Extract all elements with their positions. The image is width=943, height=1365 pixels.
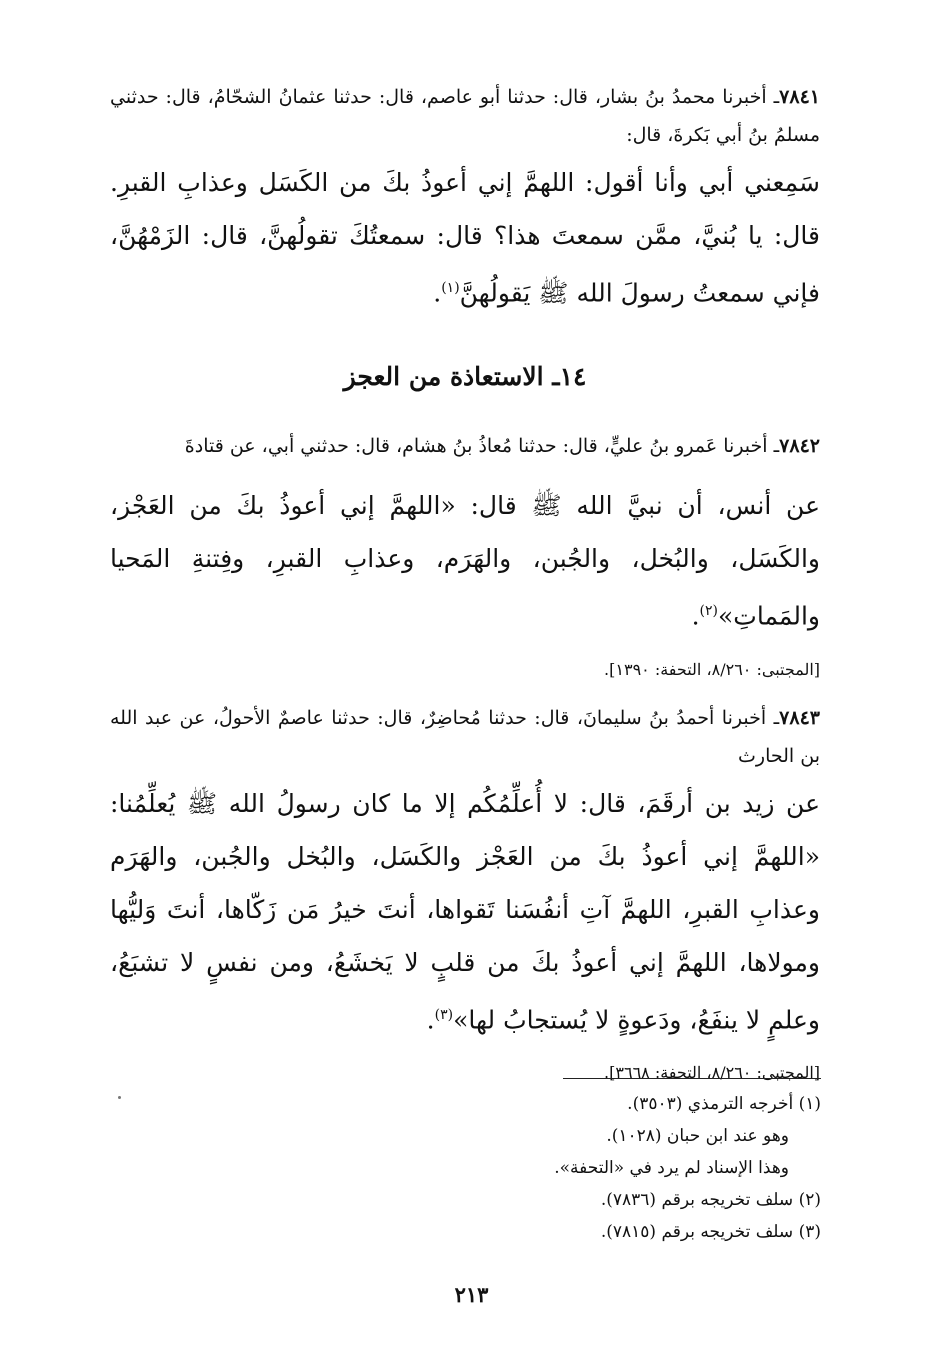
matn-end: .: [691, 601, 700, 631]
section-heading: ١٤ـ الاستعاذة من العجز: [343, 362, 587, 392]
footnote-2: (٢) سلف تخريجه برقم (٧٨٣٦).: [600, 1190, 821, 1210]
page-number: ٢١٣: [454, 1282, 489, 1307]
hadith-7842-matn: [110, 479, 820, 642]
footnote-3: (٣) سلف تخريجه برقم (٧٨١٥).: [600, 1222, 821, 1242]
isnad-text: ـ أخبرنا محمدُ بنُ بشار، قال: حدثنا أبو عاصم، قال: حدثنا عثمانُ الشحّامُ، قال: حدثني مسلمُ بنُ أبي بَكرةَ، قال:: [110, 86, 820, 146]
footnote-1-line-3: وهذا الإسناد لم يرد في «التحفة».: [554, 1158, 789, 1178]
footnote-marker: (٣): [434, 1006, 454, 1023]
footnote-1-line-2: وهو عند ابن حبان (١٠٢٨).: [606, 1126, 789, 1146]
footnote-1: (١) أخرجه الترمذي (٣٥٠٣).: [627, 1094, 821, 1114]
footnotes: [440, 1088, 821, 1248]
footnote-separator: [563, 1078, 821, 1079]
footnote-marker: (١): [441, 280, 460, 296]
hadith-7843-isnad: [110, 699, 820, 775]
hadith-7843-matn: [110, 777, 820, 1046]
isnad-text: ـ أخبرنا عَمرو بنُ عليٍّ، قال: حدثنا مُعاذُ بنُ هشام، قال: حدثني أبي، عن قتادةَ: [184, 435, 780, 458]
page-body: [110, 78, 820, 1088]
matn-text: عن أنس، أن نبيَّ الله ﷺ قال: «اللهمَّ إني أعوذُ بكَ من العَجْز، والكَسَل، والبُخل، والجُبن، والهَرَم، وعذابِ القبرِ، وفِتنةِ المَحيا والمَماتِ»: [110, 491, 820, 631]
matn-text: سَمِعني أبي وأنا أقول: اللهمَّ إني أعوذُ بكَ من الكَسَل وعذابِ القبرِ. قال: يا بُنيَّ، ممَّن سمعتَ هذا؟ قال: سمعتُكَ تقولُهنَّ، قال: الزَمْهُنَّ، فإني سمعتُ رسولَ الله ﷺ يَقولُهنَّ: [110, 168, 820, 308]
hadith-number: ٧٨٤١: [779, 86, 820, 108]
hadith-7841-isnad: [110, 78, 820, 154]
hadith-7841-matn: [110, 156, 820, 319]
hadith-number: ٧٨٤٣: [779, 706, 820, 729]
isnad-text: ـ أخبرنا أحمدُ بنُ سليمانَ، قال: حدثنا مُحاضِرٌ، قال: حدثنا عاصمٌ الأحولُ، عن عبد الله بن الحارث: [110, 706, 820, 767]
hadith-7842-reference: [المجتبى: ٨/٢٦٠، التحفة: ١٣٩٠].: [604, 659, 820, 679]
matn-end: .: [426, 1004, 435, 1034]
matn-end: .: [433, 278, 442, 308]
scan-speck: [118, 1096, 121, 1099]
hadith-7842-isnad: [110, 427, 820, 465]
footnote-marker: (٢): [699, 603, 718, 620]
hadith-7843-reference: [المجتبى: ٨/٢٦٠، التحفة: ٣٦٦٨].: [604, 1062, 820, 1082]
matn-text: عن زيد بن أرقَمَ، قال: لا أُعلِّمُكُم إلا ما كان رسولُ الله ﷺ يُعلِّمُنا: «اللهمَّ إني أعوذُ بكَ من العَجْز والكَسَل، والبُخل والجُبن، والهَرَم وعذابِ القبرِ، اللهمَّ آتِ أنفُسَنا تَقواها، أنتَ خيرُ مَن زَكّاها، أنتَ وَليُّها ومولاها، اللهمَّ إني أعوذُ بكَ من قلبٍ لا يَخشَعُ، ومن نفسٍ لا تشبَعُ، وعلمٍ لا ينفَعُ، ودَعوةٍ لا يُستجابُ لها»: [110, 788, 820, 1034]
hadith-number: ٧٨٤٢: [779, 435, 820, 458]
